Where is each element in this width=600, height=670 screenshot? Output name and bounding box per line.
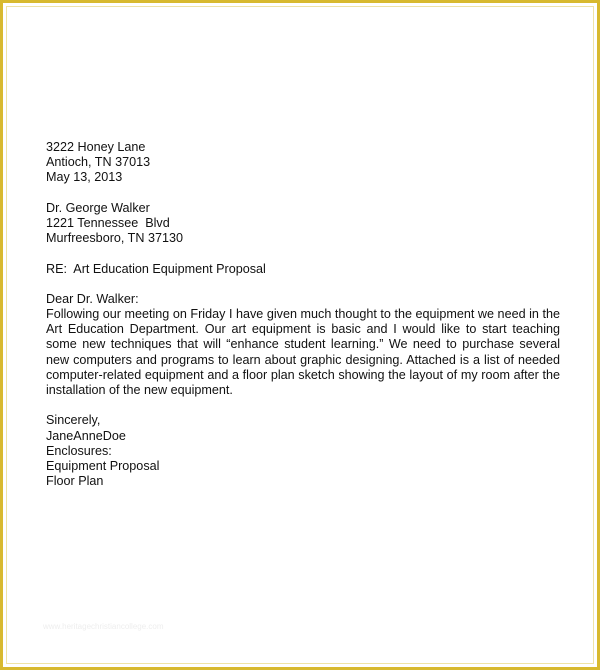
sender-street: 3222 Honey Lane bbox=[46, 140, 146, 154]
signature-name: JaneAnneDoe bbox=[46, 428, 126, 443]
body-paragraph: Following our meeting on Friday I have given much thought to the equipment we need in the Art Education Department. Our art equipment is basic and I would like to start teaching some new techniques that will “enhance student learning.” We need to purchase several new computers and programs to learn about graphic designing. Attached is a list of needed computer-related equipment and a floor plan sketch showing the layout of my room after the installation of the new equipment. bbox=[46, 307, 560, 398]
valediction: Sincerely, bbox=[46, 413, 101, 428]
enclosures-label: Enclosures: bbox=[46, 443, 112, 458]
watermark: www.heritagechristiancollege.com bbox=[43, 622, 164, 631]
letter-date: May 13, 2013 bbox=[46, 170, 123, 185]
recipient-city: Murfreesboro, TN 37130 bbox=[46, 231, 183, 246]
subject-line: RE: Art Education Equipment Proposal bbox=[46, 261, 266, 276]
recipient-street: 1221 Tennessee Blvd bbox=[46, 215, 170, 230]
sender-city: Antioch, TN 37013 bbox=[46, 155, 151, 170]
enclosure-item: Floor Plan bbox=[46, 474, 104, 489]
letter-body bbox=[46, 140, 560, 489]
enclosure-item: Equipment Proposal bbox=[46, 459, 160, 474]
salutation: Dear Dr. Walker: bbox=[46, 291, 139, 306]
recipient-name: Dr. George Walker bbox=[46, 200, 150, 215]
